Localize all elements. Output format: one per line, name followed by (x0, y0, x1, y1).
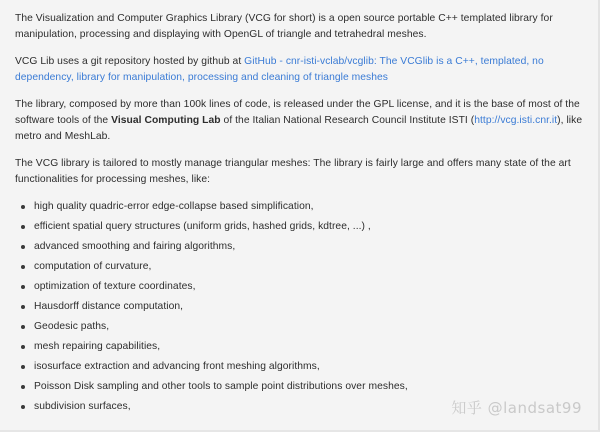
license-text-3: ), like metro and MeshLab. (15, 115, 583, 142)
list-item: mesh repairing capabilities, (15, 339, 590, 355)
git-paragraph-text: VCG Lib uses a git repository hosted by github at (15, 56, 245, 67)
list-item: advanced smoothing and fairing algorithms, (15, 239, 590, 255)
list-item: Geodesic paths, (15, 319, 590, 335)
vcg-site-link[interactable]: http://vcg.isti.cnr.it (474, 115, 558, 126)
zhihu-watermark: 知乎 @landsat99 (451, 399, 582, 417)
license-text-2: of the Italian National Research Council Institute ISTI ( (220, 115, 475, 126)
github-link[interactable]: GitHub - cnr-isti-vclab/vcglib: The VCGlib is a C++, templated, no dependency, library for manipulation, processing and cleaning of triangle meshes (15, 56, 544, 83)
article-content (15, 11, 590, 419)
list-item: high quality quadric-error edge-collapse based simplification, (15, 199, 590, 215)
intro-paragraph: The Visualization and Computer Graphics Library (VCG for short) is a open source portable C++ templated library for manipulation, processing and displaying with OpenGL of triangle and tetrahedral meshes. (15, 13, 553, 40)
license-text-1: The library, composed by more than 100k lines of code, is released under the GPL license, and it is the base of most of the software tools of the (15, 99, 580, 126)
list-item: subdivision surfaces, (15, 399, 590, 415)
list-item: efficient spatial query structures (uniform grids, hashed grids, kdtree, ...) , (15, 219, 590, 235)
list-item: computation of curvature, (15, 259, 590, 275)
list-item: Poisson Disk sampling and other tools to sample point distributions over meshes, (15, 379, 590, 395)
license-paragraph (15, 97, 590, 145)
list-item: isosurface extraction and advancing front meshing algorithms, (15, 359, 590, 375)
visual-computing-lab-text: Visual Computing Lab (111, 115, 221, 126)
feature-list (15, 199, 590, 415)
list-item: Hausdorff distance computation, (15, 299, 590, 315)
tailored-paragraph: The VCG library is tailored to mostly manage triangular meshes: The library is fairly large and offers many state of the art functionalities for processing meshes, like: (15, 158, 571, 185)
list-item: optimization of texture coordinates, (15, 279, 590, 295)
git-paragraph (15, 54, 590, 86)
